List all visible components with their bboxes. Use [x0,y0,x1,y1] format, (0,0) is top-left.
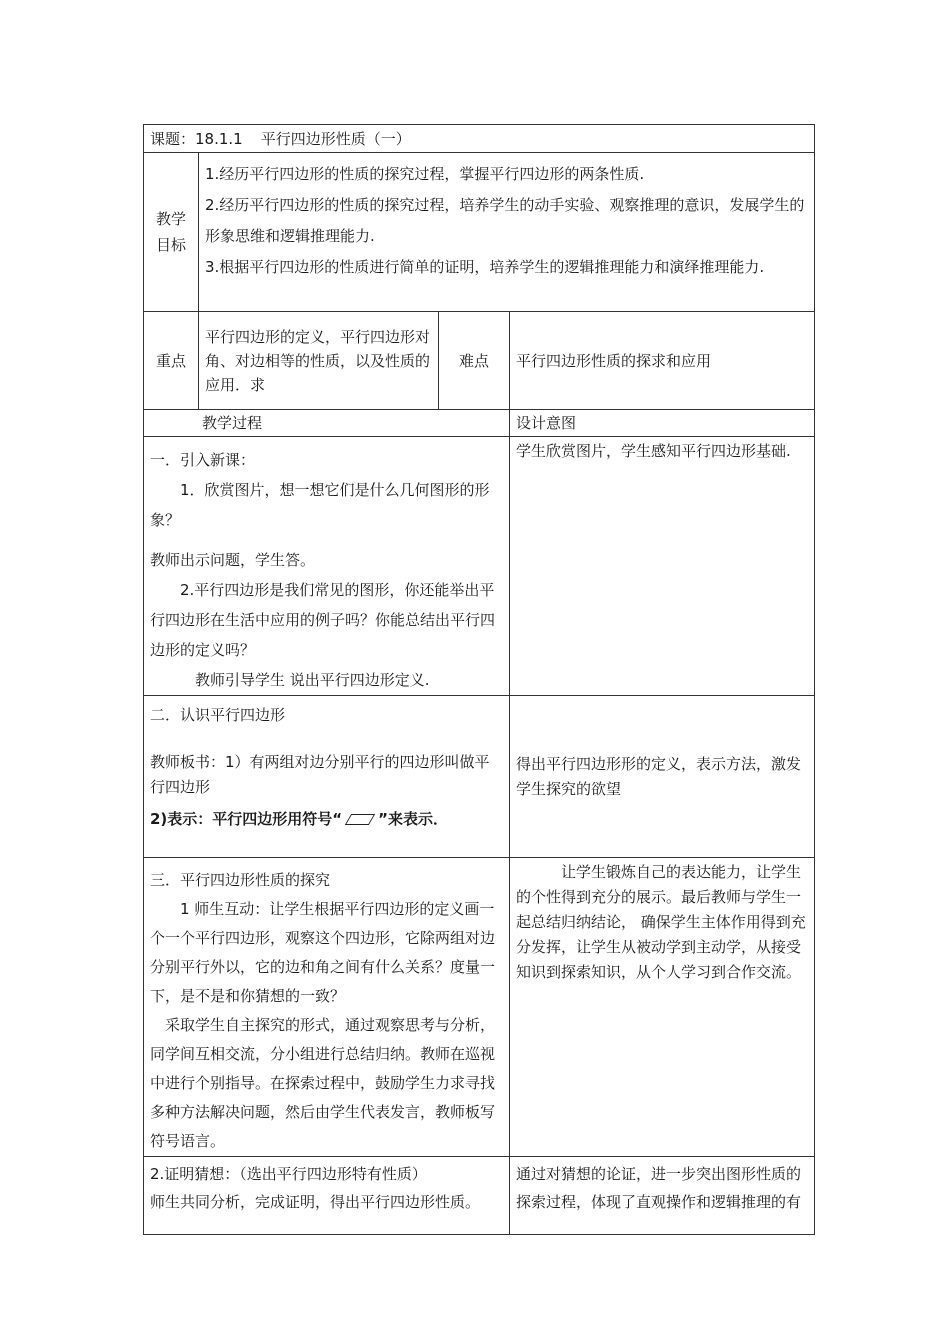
section3-p2: 采取学生自主探究的形式，通过观察思考与分析，同学间互相交流，分小组进行总结归纳。教师在巡视中进行个别指导。在探索过程中，鼓励学生力求寻找多种方法解决问题，然后由学生代表发言，教师板写符号语言。 [150,1016,496,1150]
objectives-content [199,153,815,312]
section1-content [144,437,510,696]
difficulty-label: 难点 [439,312,510,410]
key-points-label: 重点 [144,312,199,410]
lesson-title-cell [144,125,815,153]
section1-q2: 2.平行四边形是我们常见的图形，你还能举出平行四边形在生活中应用的例子吗？你能总结出平行四边形的定义吗？ [150,581,496,659]
section2-title: 二．认识平行四边形 [150,706,286,724]
section3-intent: 让学生锻炼自己的表达能力，让学生的个性得到充分的展示。最后教师与学生一起总结归纳结论， 确保学生主体作用得到充分发挥，让学生从被动学到主动学，从接受知识到探索知识，从个人学习到合作交流。 [510,858,815,1157]
section3-title: 三．平行四边形性质的探究 [150,871,331,889]
objective-item: 2.经历平行四边形的性质的探究过程，培养学生的动手实验、观察推理的意识，发展学生的形象思维和逻辑推理能力. [205,196,805,245]
section1-t1: 教师出示问题，学生答。 [150,551,316,569]
objectives-label-cell [144,153,199,312]
section3-p1: 1 师生互动：让学生根据平行四边形的定义画一个一个平行四边形，观察这个四边形，它除两组对边分别平行外以，它的边和角之间有什么关系？度量一下，是不是和你猜想的一致？ [150,900,496,1005]
section3-content [144,858,510,1157]
lesson-title: 平行四边形性质（一） [260,129,411,148]
section4-p1: 师生共同分析，完成证明，得出平行四边形性质。 [150,1193,481,1211]
objectives-label-1: 教学 [155,210,186,228]
key-points-text: 平行四边形的定义，平行四边形对角、对边相等的性质，以及性质的应用．求 [199,312,439,410]
section1-intent: 学生欣赏图片，学生感知平行四边形基础. [510,437,815,696]
section2-content [144,696,510,858]
objectives-label-2: 目标 [155,236,186,254]
section2-definition: 教师板书：1）有两组对边分别平行的四边形叫做平行四边形 [150,753,490,796]
section1-t2: 教师引导学生 说出平行四边形定义. [195,671,430,689]
section2-notation: 2)表示：平行四边形用符号“ ”来表示． [150,810,449,828]
process-header: 教学过程 [144,410,510,437]
lesson-plan-page [143,124,814,1235]
section4-intent: 通过对猜想的论证，进一步突出图形性质的探索过程，体现了直观操作和逻辑推理的有 [510,1157,815,1235]
section4-title: 2.证明猜想：（选出平行四边形特有性质） [150,1165,427,1183]
lesson-code: 18.1.1 [195,129,243,148]
section1-title: 一．引入新课： [150,451,256,469]
parallelogram-symbol-icon [345,814,375,825]
lesson-title-label: 课题： [150,129,196,148]
lesson-plan-table [143,124,815,1235]
intent-header: 设计意图 [510,410,815,437]
section2-intent: 得出平行四边形形的定义，表示方法，激发学生探究的欲望 [510,696,815,858]
difficulty-text: 平行四边形性质的探求和应用 [510,312,815,410]
objective-item: 3.根据平行四边形的性质进行简单的证明，培养学生的逻辑推理能力和演绎推理能力. [205,258,765,276]
section1-q1: 1．欣赏图片，想一想它们是什么几何图形的形象？ [150,481,490,529]
objective-item: 1.经历平行四边形的性质的探究过程，掌握平行四边形的两条性质. [205,165,645,183]
section4-content [144,1157,510,1235]
